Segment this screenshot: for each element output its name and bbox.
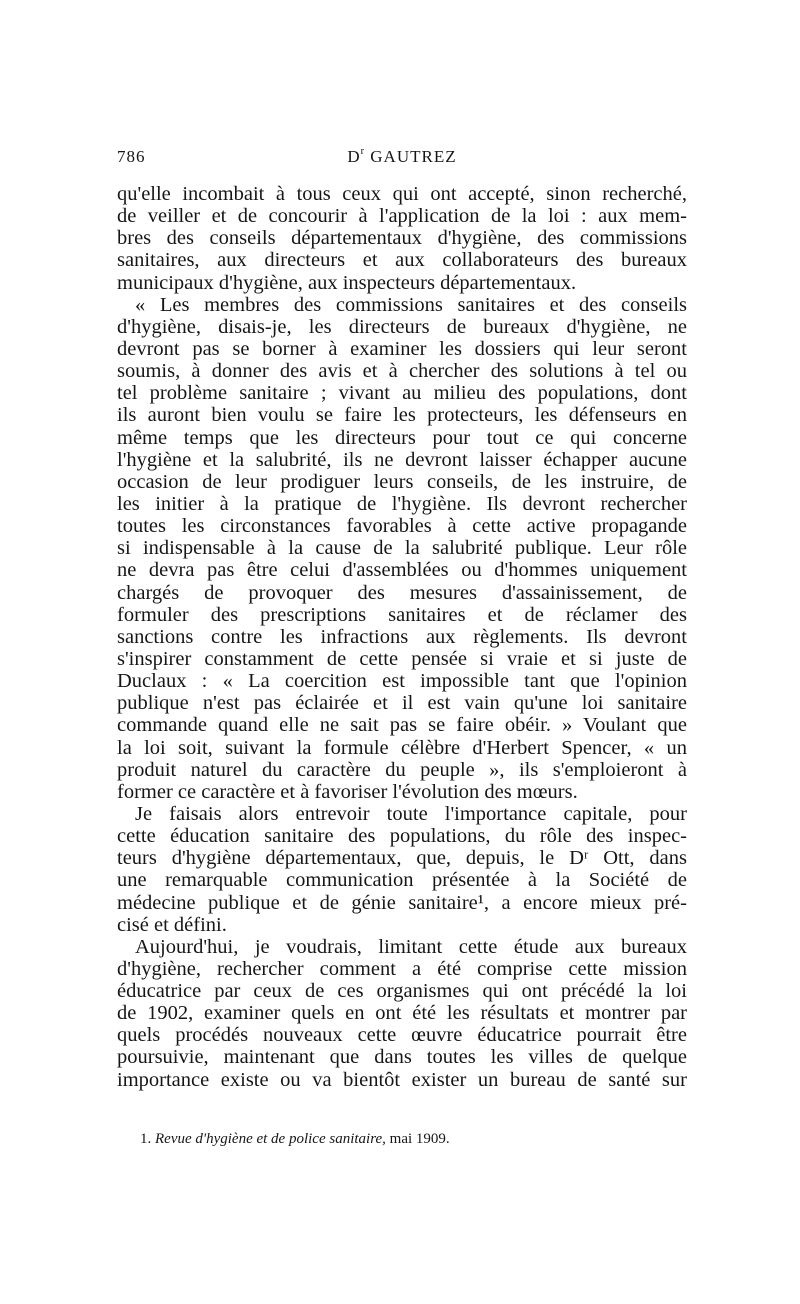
text-line: former ce caractère et à favoriser l'évolution des mœurs.: [117, 780, 578, 803]
footnote: [140, 1131, 450, 1148]
text-line: médecine publique et de génie sanitaire¹, a encore mieux pré-: [117, 891, 687, 914]
text-line: formuler des prescriptions sanitaires et de réclamer des: [117, 603, 687, 626]
text-line: même temps que les directeurs pour tout ce qui concerne: [117, 426, 687, 449]
running-title-name: GAUTREZ: [365, 147, 457, 166]
running-title: [117, 147, 687, 167]
text-line: soumis, à donner des avis et à chercher des solutions à tel ou: [117, 360, 687, 383]
footnote-date: mai 1909.: [385, 1131, 450, 1147]
running-title-superscript: r: [360, 146, 366, 157]
text-line: sanitaires, aux directeurs et aux collaborateurs des bureaux: [117, 249, 687, 272]
text-line: chargés de provoquer des mesures d'assainissement, de: [117, 581, 687, 604]
text-line: bres des conseils départementaux d'hygiène, des commissions: [117, 227, 687, 250]
text-line: s'inspirer constamment de cette pensée si vraie et si juste de: [117, 647, 687, 670]
text-line: toutes les circonstances favorables à cette active propagande: [117, 515, 687, 538]
text-line: Duclaux : « La coercition est impossible tant que l'opinion: [117, 670, 687, 693]
text-line: quels procédés nouveaux cette œuvre éducatrice pourrait être: [117, 1024, 687, 1047]
text-line: occasion de leur prodiguer leurs conseils, de les instruire, de: [117, 470, 687, 493]
text-line: teurs d'hygiène départementaux, que, depuis, le Dʳ Ott, dans: [117, 847, 687, 870]
text-line: Je faisais alors entrevoir toute l'importance capitale, pour: [135, 802, 687, 825]
text-line: sanctions contre les infractions aux règlements. Ils devront: [117, 625, 687, 648]
text-line: de 1902, examiner quels en ont été les résultats et montrer par: [117, 1002, 687, 1025]
text-line: poursuivie, maintenant que dans toutes les villes de quelque: [117, 1046, 687, 1069]
page-number: 786: [117, 147, 146, 166]
text-line: éducatrice par ceux de ces organismes qui ont précédé la loi: [117, 980, 687, 1003]
text-line: les initier à la pratique de l'hygiène. Ils devront rechercher: [117, 492, 687, 515]
text-line: la loi soit, suivant la formule célèbre d'Herbert Spencer, « un: [117, 736, 687, 759]
text-line: d'hygiène, rechercher comment a été comprise cette mission: [117, 957, 687, 980]
text-line: produit naturel du caractère du peuple », ils s'emploieront à: [117, 758, 687, 781]
text-line: commande quand elle ne sait pas se faire obéir. » Voulant que: [117, 714, 687, 737]
text-line: municipaux d'hygiène, aux inspecteurs départementaux.: [117, 271, 577, 294]
text-line: l'hygiène et la salubrité, ils ne devront laisser échapper aucune: [117, 448, 687, 471]
text-line: qu'elle incombait à tous ceux qui ont accepté, sinon recherché,: [117, 183, 687, 205]
text-line: si indispensable à la cause de la salubrité publique. Leur rôle: [117, 537, 687, 560]
text-line: ne devra pas être celui d'assemblées ou d'hommes uniquement: [117, 559, 687, 582]
footnote-number: 1.: [140, 1131, 155, 1147]
text-line: cette éducation sanitaire des populations, du rôle des inspec-: [117, 825, 687, 848]
running-head: [117, 147, 687, 169]
text-line: une remarquable communication présentée à la Société de: [117, 869, 687, 892]
text-line: cisé et défini.: [117, 913, 227, 936]
text-line: d'hygiène, disais-je, les directeurs de bureaux d'hygiène, ne: [117, 315, 687, 338]
text-line: devront pas se borner à examiner les dossiers qui leur seront: [117, 337, 687, 360]
text-line: importance existe ou va bientôt exister un bureau de santé sur: [117, 1068, 687, 1091]
text-line: ils auront bien voulu se faire les protecteurs, les défenseurs en: [117, 404, 687, 427]
text-line: publique n'est pas éclairée et il est vain qu'une loi sanitaire: [117, 692, 687, 715]
text-line: « Les membres des commissions sanitaires et des conseils: [135, 293, 687, 316]
running-title-prefix: D: [347, 147, 361, 166]
text-line: de veiller et de concourir à l'application de la loi : aux mem-: [117, 205, 687, 228]
text-line: Aujourd'hui, je voudrais, limitant cette étude aux bureaux: [135, 935, 687, 958]
body-text: [117, 183, 687, 1091]
text-line: tel problème sanitaire ; vivant au milieu des populations, dont: [117, 382, 687, 405]
footnote-journal-title: Revue d'hygiène et de police sanitaire,: [155, 1131, 386, 1147]
